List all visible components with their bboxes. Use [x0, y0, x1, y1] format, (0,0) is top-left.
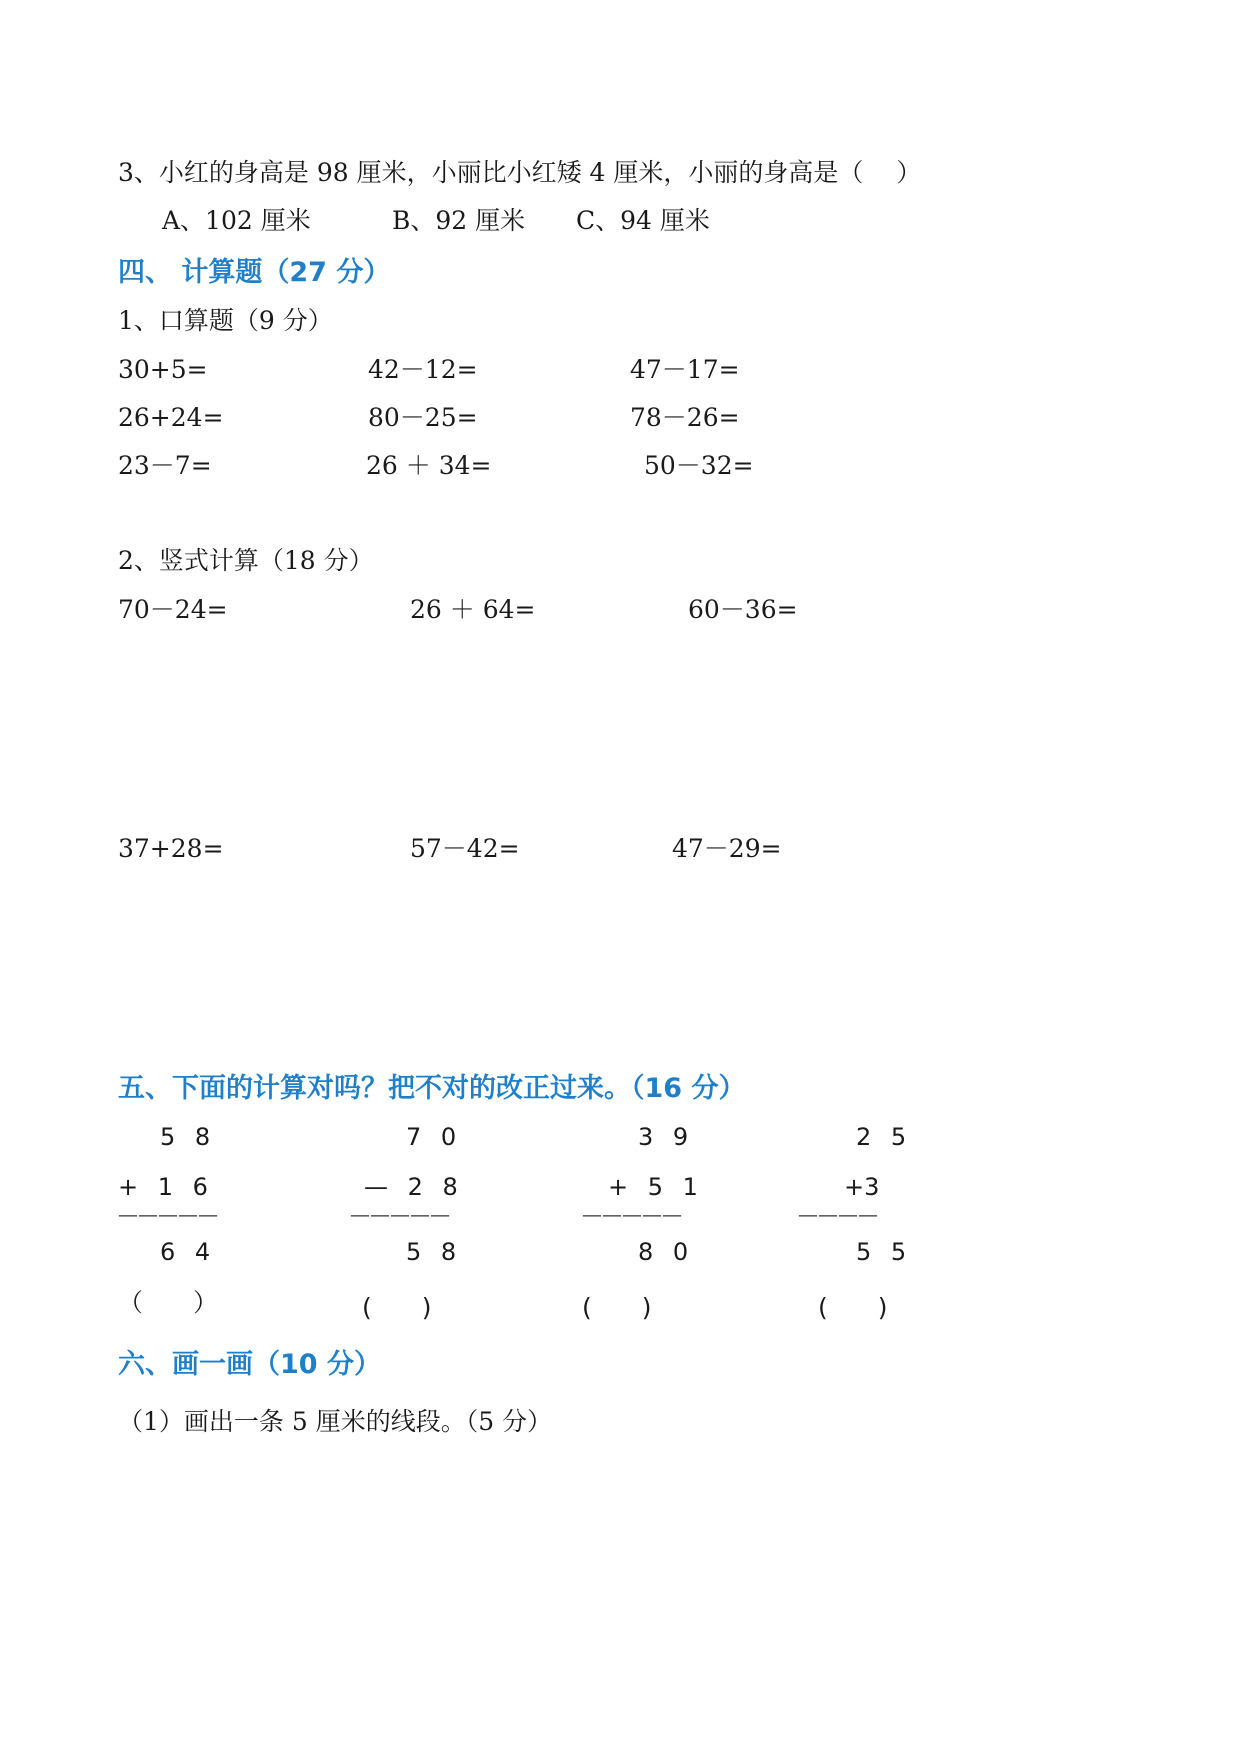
- answer-blank: （ ）: [118, 1288, 219, 1317]
- vertical-result: 5 5: [856, 1238, 913, 1266]
- vertical-bar: ————: [798, 1202, 878, 1226]
- answer-blank: ( ): [362, 1293, 432, 1322]
- option-c: C、94 厘米: [576, 206, 710, 235]
- vertical-item: 70－24=: [118, 595, 228, 624]
- section-4-title: 四、 计算题（27 分）: [118, 257, 391, 288]
- vertical-calc-title: 2、竖式计算（18 分）: [118, 546, 374, 575]
- vertical-bar: —————: [118, 1202, 218, 1226]
- section-6-title: 六、画一画（10 分）: [118, 1349, 381, 1380]
- vertical-operand: — 2 8: [364, 1173, 464, 1201]
- oral-item: 78－26=: [630, 403, 740, 432]
- oral-calc-title: 1、口算题（9 分）: [118, 306, 333, 335]
- option-a: A、102 厘米: [162, 206, 311, 235]
- answer-blank: ( ): [582, 1293, 652, 1322]
- answer-blank: ( ): [818, 1293, 888, 1322]
- vertical-item: 60－36=: [688, 595, 798, 624]
- vertical-top-number: 2 5: [856, 1123, 913, 1151]
- oral-item: 26 ＋ 34=: [366, 451, 492, 480]
- oral-item: 30+5=: [118, 355, 208, 384]
- vertical-result: 6 4: [160, 1238, 217, 1266]
- vertical-item: 57－42=: [410, 834, 520, 863]
- vertical-operand: +3: [844, 1173, 880, 1201]
- oral-item: 47－17=: [630, 355, 740, 384]
- vertical-top-number: 5 8: [160, 1123, 217, 1151]
- vertical-top-number: 3 9: [638, 1123, 695, 1151]
- drawing-item-1: （1）画出一条 5 厘米的线段。（5 分）: [118, 1407, 553, 1436]
- vertical-bar: —————: [582, 1202, 682, 1226]
- section-5-title: 五、下面的计算对吗？把不对的改正过来。（16 分）: [118, 1073, 746, 1104]
- oral-item: 42－12=: [368, 355, 478, 384]
- option-b: B、92 厘米: [392, 206, 526, 235]
- oral-item: 50－32=: [644, 451, 754, 480]
- vertical-operand: + 5 1: [608, 1173, 704, 1201]
- vertical-item: 37+28=: [118, 834, 224, 863]
- oral-item: 26+24=: [118, 403, 224, 432]
- vertical-bar: —————: [350, 1202, 450, 1226]
- oral-item: 23－7=: [118, 451, 212, 480]
- vertical-item: 26 ＋ 64=: [410, 595, 536, 624]
- vertical-top-number: 7 0: [406, 1123, 463, 1151]
- vertical-result: 5 8: [406, 1238, 463, 1266]
- vertical-result: 8 0: [638, 1238, 695, 1266]
- oral-item: 80－25=: [368, 403, 478, 432]
- vertical-operand: + 1 6: [118, 1173, 214, 1201]
- question-3: 3、小红的身高是 98 厘米，小丽比小红矮 4 厘米，小丽的身高是（ ）: [118, 158, 922, 187]
- vertical-item: 47－29=: [672, 834, 782, 863]
